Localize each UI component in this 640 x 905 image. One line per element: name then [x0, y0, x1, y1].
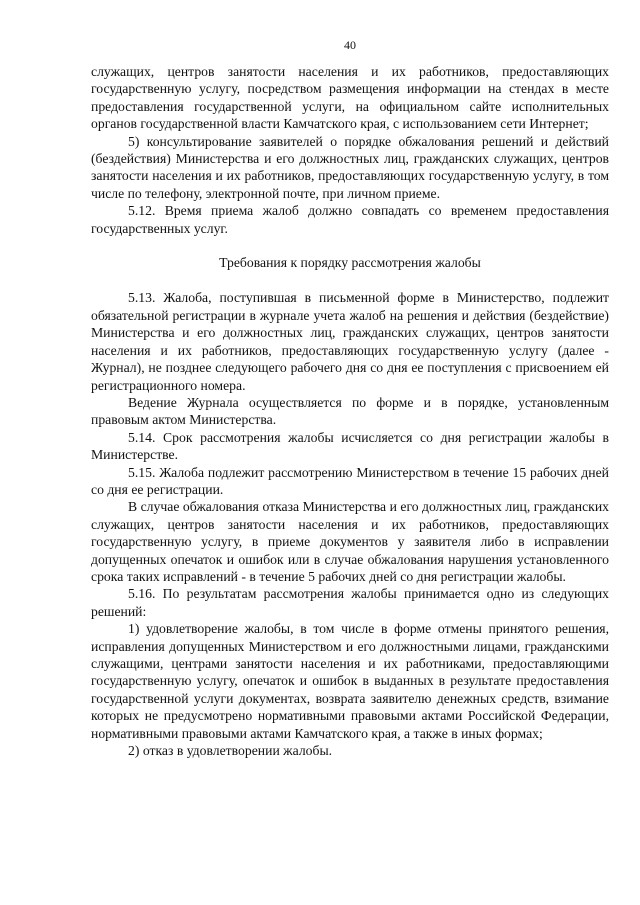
paragraph-5-14: 5.14. Срок рассмотрения жалобы исчисляется со дня регистрации жалобы в Министерстве. [91, 429, 609, 463]
paragraph-5-12: 5.12. Время приема жалоб должно совпадать со временем предоставления государственных услуг. [91, 203, 609, 236]
section-heading: Требования к порядку рассмотрения жалобы [219, 255, 481, 271]
paragraph-item-5: 5) консультирование заявителей о порядке обжалования решений и действий (бездействия) Министерства и его должностных лиц, гражданских служащих, центров занятости населения и их работников, предоставляющих государственную услугу, в том числе по телефону, электронной почте, при личном приеме. [91, 133, 609, 201]
paragraph-decision-1: 1) удовлетворение жалобы, в том числе в форме отмены принятого решения, исправления допущенных Министерством и его должностными лицами, гражданскими служащими, центрами занятости населения и их работниками, предоставляющими государственную услугу, опечаток и ошибок в выданных в результате предоставления государственной услуги документах, возврата заявителю денежных средств, взимание которых не предусмотрено нормативными правовыми актами Российской Федерации, нормативными правовыми актами Камчатского края, а также в иных формах; [91, 621, 609, 741]
paragraph-refusal-case: В случае обжалования отказа Министерства и его должностных лиц, гражданских служащих, центров занятости населения и их работников, предоставляющих государственную услугу, в приеме документов у заявителя либо в исправлении допущенных опечаток и ошибок или в случае обжалования нарушения установленного срока таких исправлений - в течение 5 рабочих дней со дня регистрации жалобы. [91, 499, 609, 584]
paragraph-decision-2: 2) отказ в удовлетворении жалобы. [128, 743, 333, 759]
document-body [91, 63, 609, 759]
paragraph-5-15: 5.15. Жалоба подлежит рассмотрению Министерством в течение 15 рабочих дней со дня ее регистрации. [91, 464, 609, 497]
paragraph-journal: Ведение Журнала осуществляется по форме и в порядке, установленным правовым актом Министерства. [91, 394, 609, 428]
paragraph-5-13: 5.13. Жалоба, поступившая в письменной форме в Министерство, подлежит обязательной регистрации в журнале учета жалоб на решения и действия (бездействие) Министерства и его должностных лиц, гражданских служащих, центров занятости населения и их работников, предоставляющих государственную услугу (далее - Журнал), не позднее следующего рабочего дня со дня ее поступления с присвоением ей регистрационного номера. [91, 290, 609, 393]
paragraph-5-16: 5.16. По результатам рассмотрения жалобы принимается одно из следующих решений: [91, 586, 609, 619]
paragraph-continuation: служащих, центров занятости населения и их работников, предоставляющих государственную услугу, посредством размещения информации на стендах в месте предоставления государственной услуги, на официальном сайте исполнительных органов государственной власти Камчатского края, с использованием сети Интернет; [91, 64, 609, 132]
page-number: 40 [344, 38, 356, 52]
